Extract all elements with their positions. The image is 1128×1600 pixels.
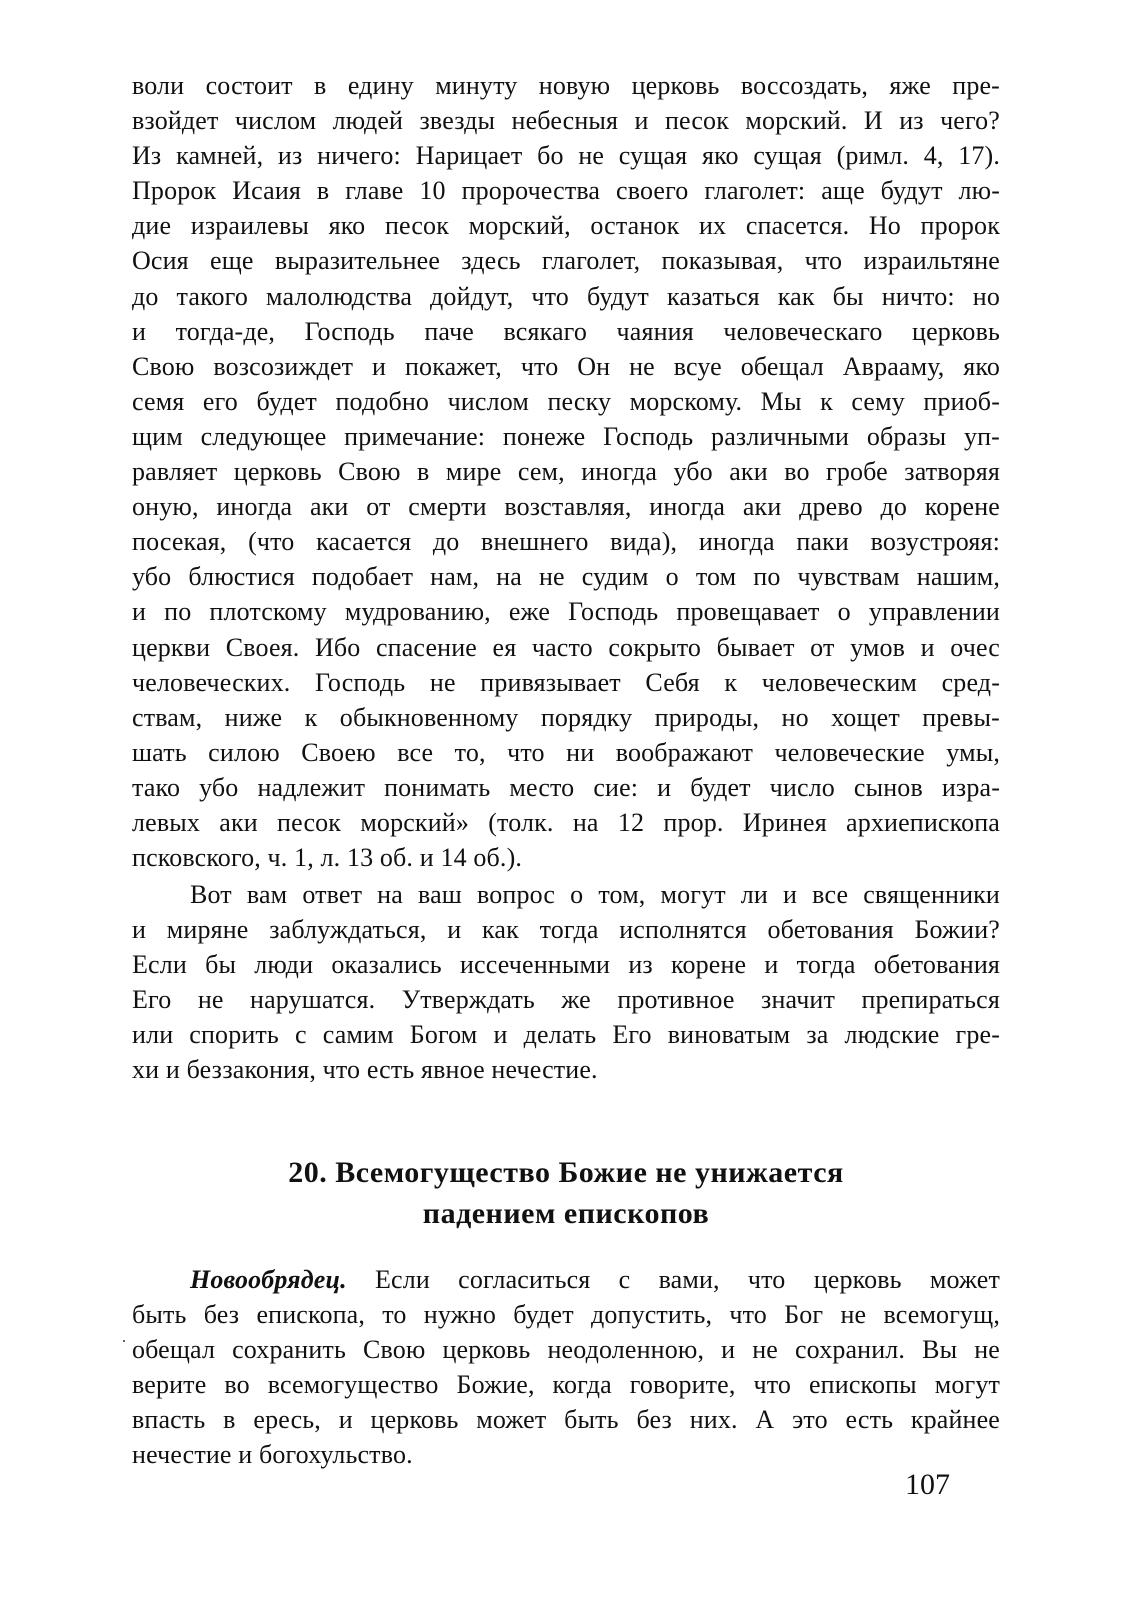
text-line: Осия еще выразительнее здесь глаголет, показывая, что израильтяне — [132, 246, 1000, 276]
text-line: быть без епископа, то нужно будет допустить, что Бог не всемогущ, — [132, 1300, 1000, 1330]
dialogue-paragraph — [132, 1262, 1000, 1473]
text-line: хи и беззакония, что есть явное нечестие. — [132, 1055, 598, 1085]
text-line: верите во всемогущество Божие, когда говорите, что епископы могут — [132, 1370, 1000, 1400]
text-line: Пророк Исаия в главе 10 пророчества своего глаголет: аще будут лю- — [132, 176, 1000, 206]
paragraph-continuation — [132, 68, 1000, 875]
text-line: Если бы люди оказались иссеченными из корене и тогда обетования — [132, 950, 1000, 980]
text-line: впасть в ересь, и церковь может быть без них. А это есть крайнее — [132, 1405, 1000, 1435]
text-line: до такого малолюдства дойдут, что будут казаться как бы ничто: но — [132, 281, 1000, 311]
paragraph — [132, 877, 1000, 1088]
text-line: или спорить с самим Богом и делать Его виноватым за людские гре- — [132, 1020, 1000, 1050]
text-line: и миряне заблуждаться, и как тогда исполнятся обетования Божии? — [132, 915, 1000, 945]
text-line: Из камней, из ничего: Нарицает бо не сущая яко сущая (римл. 4, 17). — [132, 141, 1000, 171]
text-line: убо блюстися подобает нам, на не судим о том по чувствам нашим, — [132, 562, 1000, 592]
text-line: Вот вам ответ на ваш вопрос о том, могут ли и все священники — [190, 880, 1000, 909]
text-line: семя его будет подобно числом песку морскому. Мы к сему приоб- — [132, 386, 1000, 416]
text-line: нечестие и богохульство. — [132, 1440, 413, 1470]
text-line: и по плотскому мудрованию, еже Господь провещавает о управлении — [132, 597, 1000, 627]
text-line: церкви Своея. Ибо спасение ея часто сокрыто бывает от умов и очес — [132, 632, 1000, 662]
text-line: взойдет числом людей звезды небесныя и песок морский. И из чего? — [132, 106, 1000, 136]
text-line: обещал сохранить Свою церковь неодоленною, и не сохранил. Вы не — [132, 1335, 1000, 1365]
text-line — [132, 1262, 1000, 1297]
text-line: псковского, ч. 1, л. 13 об. и 14 об.). — [132, 843, 523, 873]
speaker-label: Новообрядец. — [190, 1265, 347, 1294]
text-line: дие израилевы яко песок морский, останок их спасется. Но пророк — [132, 211, 1000, 241]
text-line: воли состоит в едину минуту новую церковь воссоздать, яже пре- — [132, 71, 1000, 100]
text-line: посекая, (что касается до внешнего вида), иногда паки возустрояя: — [132, 527, 1000, 557]
text-line: и тогда-де, Господь паче всякаго чаяния человеческаго церковь — [132, 316, 1000, 346]
text-line: тако убо надлежит понимать место сие: и будет число сынов изра- — [132, 772, 1000, 802]
text-line: шать силою Своею все то, что ни воображают человеческие умы, — [132, 737, 1000, 767]
text-line: левых аки песок морский» (толк. на 12 прор. Иринея архиепископа — [132, 807, 1000, 837]
text-fragment: Если согласиться с вами, что церковь может — [346, 1265, 1000, 1294]
text-line: Его не нарушатся. Утверждать же противное значит препираться — [132, 985, 1000, 1015]
print-speck — [123, 1340, 125, 1342]
text-line: равляет церковь Свою в мире сем, иногда убо аки во гробе затворяя — [132, 457, 1000, 487]
text-line: человеческих. Господь не привязывает Себя к человеческим сред- — [132, 667, 1000, 697]
text-line: щим следующее примечание: понеже Господь различными образы уп- — [132, 421, 1000, 451]
text-line: оную, иногда аки от смерти возставляя, иногда аки древо до корене — [132, 492, 1000, 522]
text-line: ствам, ниже к обыкновенному порядку природы, но хощет превы- — [132, 702, 1000, 732]
section-heading-line-2: падением епископов — [422, 1197, 710, 1230]
section-heading-line-1: 20. Всемогущество Божие не унижается — [288, 1156, 844, 1189]
text-line: Свою возсозиждет и покажет, что Он не всуе обещал Аврааму, яко — [132, 351, 1000, 381]
page-number: 107 — [905, 1468, 950, 1501]
